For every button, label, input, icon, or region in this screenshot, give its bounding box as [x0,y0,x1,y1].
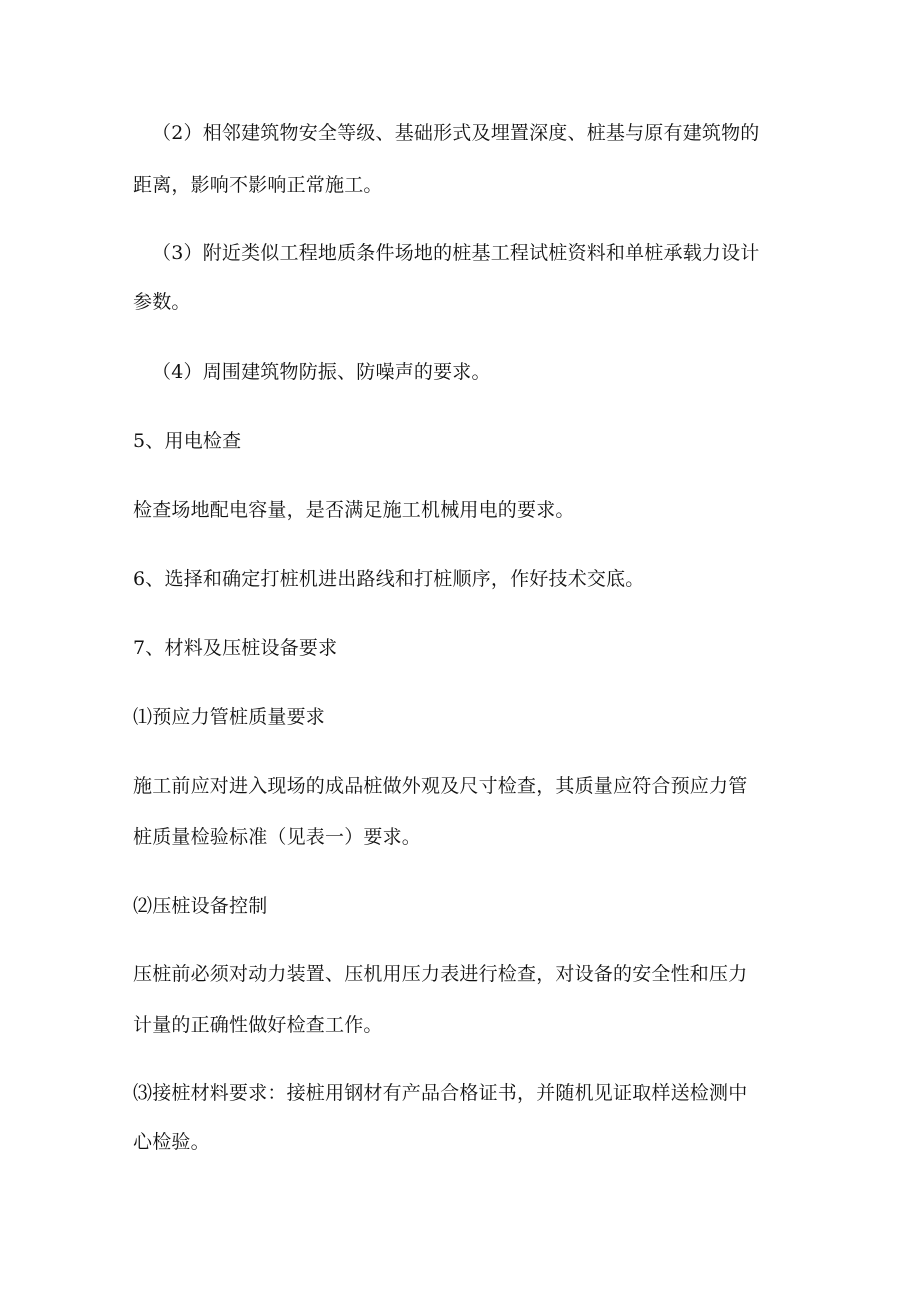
section-5-body: 检查场地配电容量，是否满足施工机械用电的要求。 [133,499,575,521]
paragraph-3-line-2: 参数。 [133,291,191,313]
subsection-1-body-line-2: 桩质量检验标准（见表一）要求。 [133,826,422,848]
subsection-1-body-line-1: 施工前应对进入现场的成品桩做外观及尺寸检查，其质量应符合预应力管 [133,775,748,797]
paragraph-3-line-1: （3）附近类似工程地质条件场地的桩基工程试桩资料和单桩承载力设计 [152,242,760,264]
subsection-2-body-line-1: 压桩前必须对动力装置、压机用压力表进行检查，对设备的安全性和压力 [133,963,748,985]
subsection-3-line-2: 心检验。 [133,1131,210,1153]
paragraph-2-line-1: （2）相邻建筑物安全等级、基础形式及埋置深度、桩基与原有建筑物的 [152,122,760,144]
section-5-heading: 5、用电检查 [133,430,242,452]
section-6-heading: 6、选择和确定打桩机进出路线和打桩顺序，作好技术交底。 [133,568,645,590]
section-7-heading: 7、材料及压桩设备要求 [133,637,338,659]
subsection-3-line-1: ⑶接桩材料要求：接桩用钢材有产品合格证书，并随机见证取样送检测中 [133,1082,748,1104]
subsection-1-heading: ⑴预应力管桩质量要求 [133,706,326,728]
subsection-2-heading: ⑵压桩设备控制 [133,895,268,917]
subsection-2-body-line-2: 计量的正确性做好检查工作。 [133,1014,383,1036]
paragraph-2-line-2: 距离，影响不影响正常施工。 [133,174,383,196]
paragraph-4: （4）周围建筑物防振、防噪声的要求。 [152,361,491,383]
